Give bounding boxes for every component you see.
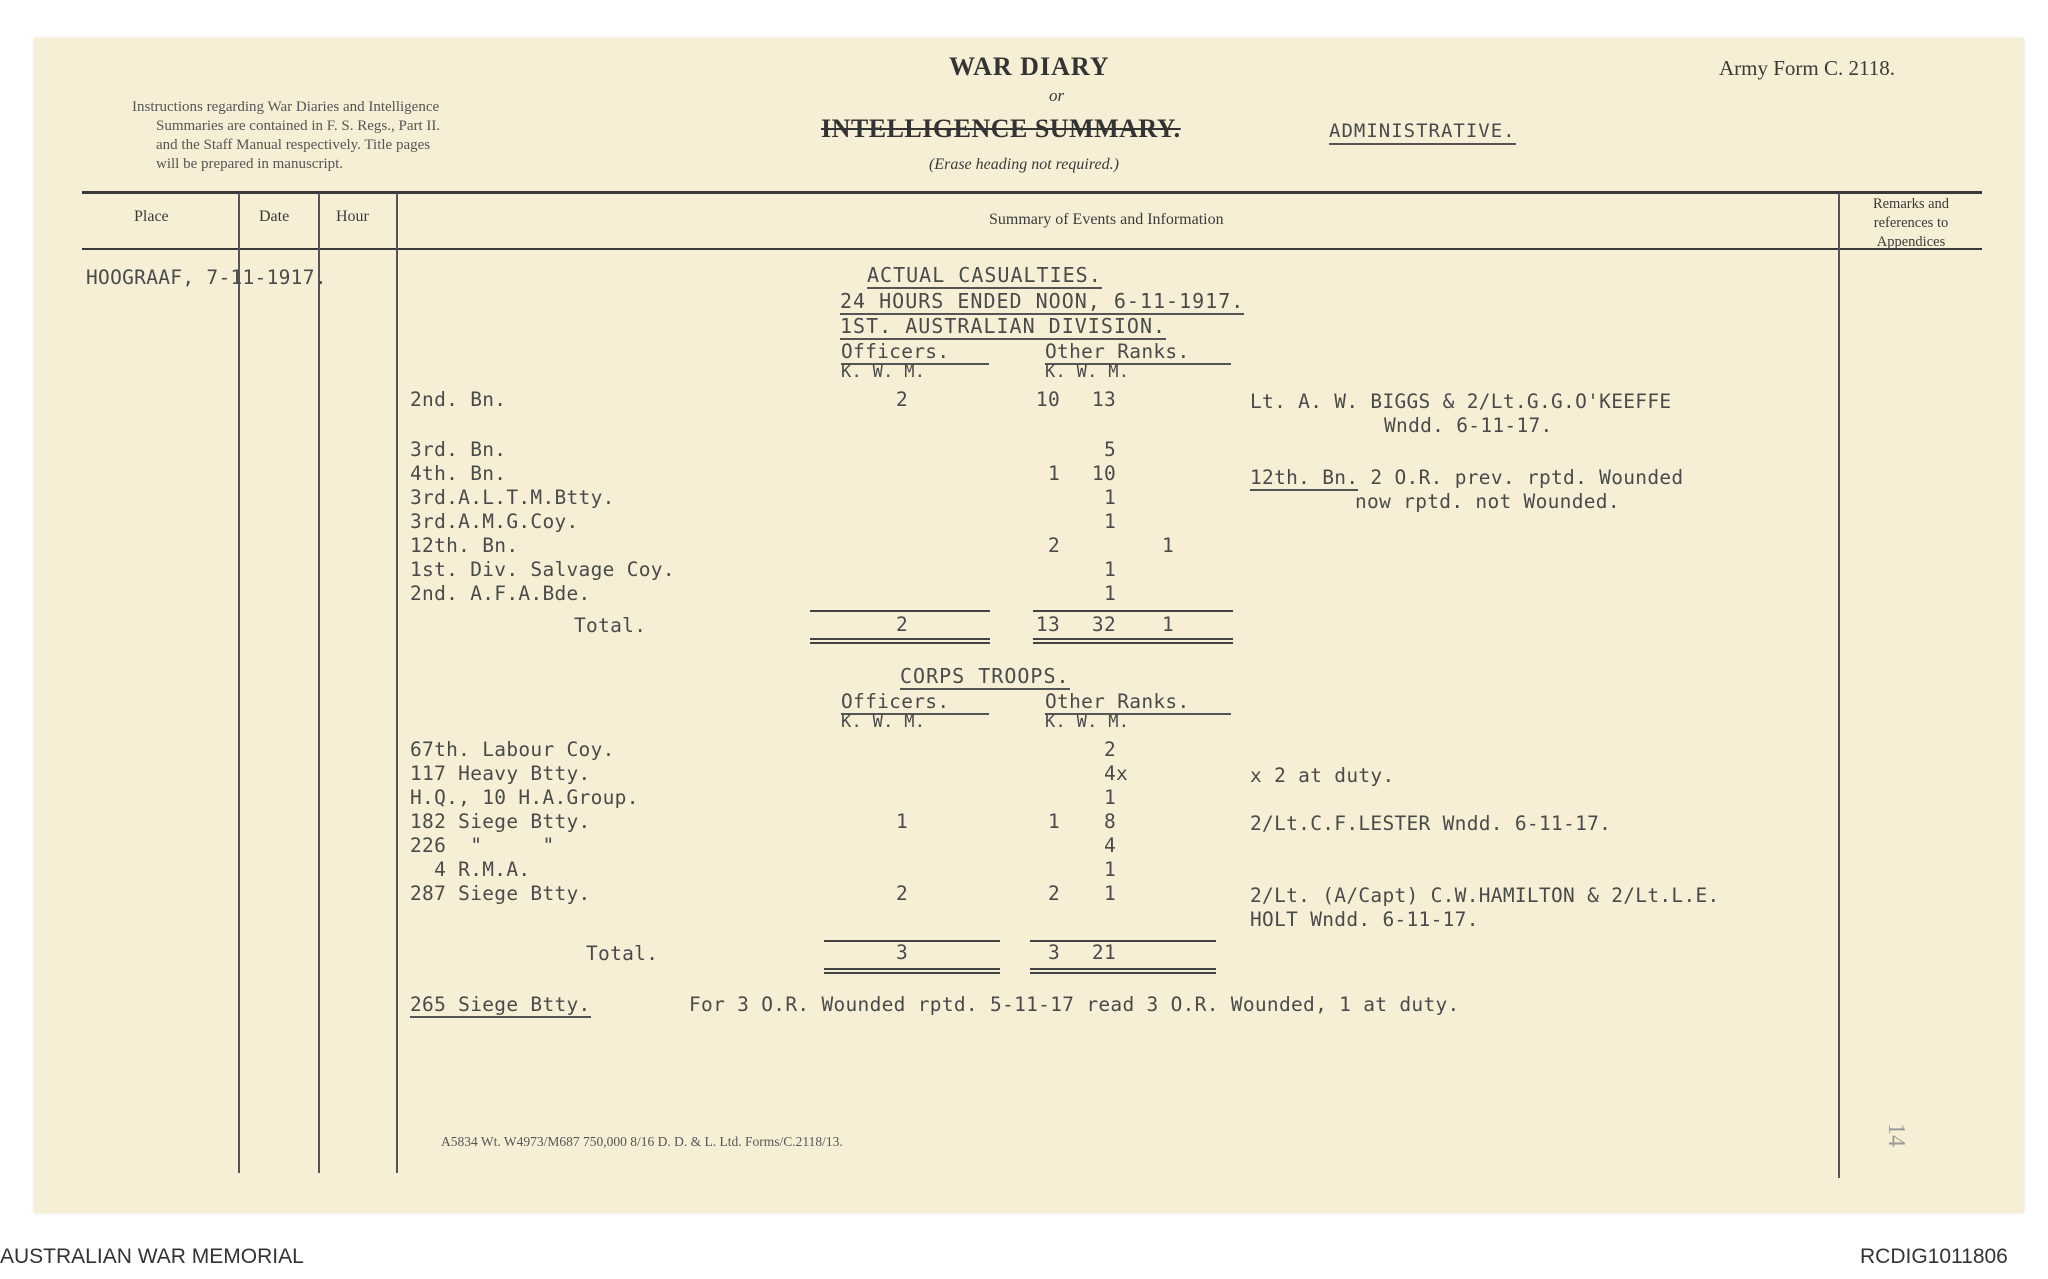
intelligence-summary-heading: INTELLIGENCE SUMMARY. [821, 114, 1181, 143]
other-ranks-killed: 2 [1047, 534, 1060, 557]
unit-name: 12th. Bn. [410, 534, 519, 557]
instructions-line: will be prepared in manuscript. [156, 156, 344, 172]
remark-hamilton: 2/Lt. (A/Capt) C.W.HAMILTON & 2/Lt.L.E. [1250, 884, 1720, 907]
officers-kwm: K. W. M. [841, 362, 926, 382]
officers-wounded: 2 [896, 388, 909, 411]
total-top-rule [810, 610, 990, 612]
page-number: 14 [1883, 1123, 1909, 1147]
col-divider-hour [396, 193, 398, 1173]
corps-other-ranks-kwm: K. W. M. [1045, 712, 1130, 732]
instructions [132, 98, 440, 174]
corps-troops-heading: CORPS TROOPS. [900, 664, 1070, 688]
corps-total-bottom-rule [824, 968, 1000, 970]
unit-name: 2nd. A.F.A.Bde. [410, 582, 591, 605]
total-other-ranks-wounded: 32 [1091, 613, 1116, 636]
unit-name: 3rd.A.M.G.Coy. [410, 510, 579, 533]
corps-total-label: Total. [586, 942, 659, 965]
casualties-heading: ACTUAL CASUALTIES. [867, 263, 1102, 287]
total-officers-wounded: 2 [896, 613, 909, 636]
unit-name: 226 " " [410, 834, 555, 857]
corps-other-ranks-label: Other Ranks. [1045, 690, 1231, 715]
corps-total-officers-wounded: 3 [896, 941, 909, 964]
col-header-remarks [1846, 195, 1976, 252]
diary-sheet [34, 38, 2024, 1213]
remarks-header-line: Remarks and [1872, 196, 1950, 212]
other-ranks-wounded: 1 [1103, 786, 1116, 809]
instructions-line: Summaries are contained in F. S. Regs., Part II. [156, 118, 441, 134]
col-header-summary: Summary of Events and Information [989, 211, 1224, 228]
other-ranks-wounded: 1 [1103, 510, 1116, 533]
other-ranks-wounded: 8 [1103, 810, 1116, 833]
other-ranks-killed: 1 [1047, 810, 1060, 833]
total-bottom-rule [1033, 642, 1233, 644]
corps-total-other-ranks-killed: 3 [1047, 941, 1060, 964]
unit-name: 3rd. Bn. [410, 438, 507, 461]
remark-lester: 2/Lt.C.F.LESTER Wndd. 6-11-17. [1250, 812, 1612, 835]
officers-wounded: 1 [896, 810, 909, 833]
total-bottom-rule [810, 642, 990, 644]
unit-name: 67th. Labour Coy. [410, 738, 615, 761]
officers-label: Officers. [841, 340, 989, 365]
remark-holt: HOLT Wndd. 6-11-17. [1250, 908, 1479, 931]
other-ranks-missing: 1 [1162, 534, 1175, 557]
other-ranks-wounded: 1 [1103, 582, 1116, 605]
unit-name: 4 R.M.A. [410, 858, 531, 881]
remark-biggs-wounded: Wndd. 6-11-17. [1384, 414, 1553, 437]
other-ranks-wounded: 4x [1104, 762, 1129, 785]
correction-text: For 3 O.R. Wounded rptd. 5-11-17 read 3 O.R. Wounded, 1 at duty. [689, 993, 1460, 1016]
printer-imprint-text: A5834 Wt. W4973/M687 750,000 8/16 D. D. & L. Ltd. Forms/C.2118/13. [441, 1134, 843, 1149]
col-divider-date [318, 193, 320, 1173]
col-header-hour: Hour [336, 208, 369, 225]
other-ranks-wounded: 1 [1103, 858, 1116, 881]
instructions-line: Instructions regarding War Diaries and Intelligence [132, 99, 440, 115]
corps-total-other-ranks-wounded: 21 [1091, 941, 1116, 964]
col-divider-remarks [1838, 193, 1840, 1178]
other-ranks-wounded: 1 [1103, 558, 1116, 581]
entry-place-date: HOOGRAAF, 7-11-1917. [86, 266, 327, 289]
unit-name: 1st. Div. Salvage Coy. [410, 558, 675, 581]
other-ranks-wounded: 5 [1103, 438, 1116, 461]
other-ranks-killed: 2 [1047, 882, 1060, 905]
remark-biggs: Lt. A. W. BIGGS & 2/Lt.G.G.O'KEEFFE [1250, 390, 1672, 413]
total-other-ranks-missing: 1 [1162, 613, 1175, 636]
corps-total-bottom-rule [824, 972, 1000, 974]
other-ranks-wounded: 1 [1103, 486, 1116, 509]
corps-total-bottom-rule [1030, 968, 1216, 970]
table-top-rule [82, 191, 1982, 194]
remark-12th-bn-unit: 12th. Bn. [1250, 466, 1359, 489]
remark-not-wounded: now rptd. not Wounded. [1355, 490, 1620, 513]
other-ranks-killed: 1 [1047, 462, 1060, 485]
division-heading: 1ST. AUSTRALIAN DIVISION. [840, 314, 1167, 338]
correction-unit: 265 Siege Btty. [410, 993, 591, 1016]
remarks-header-line: references to [1873, 215, 1949, 231]
diary-or: or [1049, 86, 1065, 105]
unit-name: 3rd.A.L.T.M.Btty. [410, 486, 615, 509]
corps-officers-kwm: K. W. M. [841, 712, 926, 732]
administrative-heading: ADMINISTRATIVE. [1329, 120, 1516, 145]
col-header-date: Date [259, 208, 290, 225]
corps-total-bottom-rule [1030, 972, 1216, 974]
period-heading: 24 HOURS ENDED NOON, 6-11-1917. [840, 289, 1245, 313]
other-ranks-wounded: 13 [1091, 388, 1116, 411]
other-ranks-killed: 10 [1035, 388, 1060, 411]
other-ranks-wounded: 10 [1091, 462, 1116, 485]
other-ranks-wounded: 2 [1103, 738, 1116, 761]
other-ranks-wounded: 1 [1103, 882, 1116, 905]
officers-wounded: 2 [896, 882, 909, 905]
footer-institution: AUSTRALIAN WAR MEMORIAL [0, 1245, 304, 1268]
total-top-rule [1033, 610, 1233, 612]
remark-12th-bn [1250, 466, 1683, 489]
other-ranks-label: Other Ranks. [1045, 340, 1231, 365]
corps-total-top-rule [824, 940, 1000, 942]
remark-at-duty: x 2 at duty. [1250, 764, 1395, 787]
other-ranks-kwm: K. W. M. [1045, 362, 1130, 382]
remarks-header-line: Appendices [1876, 234, 1946, 250]
total-other-ranks-killed: 13 [1035, 613, 1060, 636]
instructions-line: and the Staff Manual respectively. Title pages [156, 137, 431, 153]
corps-officers-label: Officers. [841, 690, 989, 715]
total-bottom-rule [1033, 638, 1233, 640]
other-ranks-wounded: 4 [1103, 834, 1116, 857]
remark-12th-bn-text: 2 O.R. prev. rptd. Wounded [1358, 466, 1684, 489]
header-bottom-rule [82, 248, 1982, 250]
total-bottom-rule [810, 638, 990, 640]
diary-title: WAR DIARY [949, 52, 1110, 81]
army-form-number: Army Form C. 2118. [1719, 56, 1895, 80]
erase-note: (Erase heading not required.) [929, 156, 1119, 173]
col-header-place: Place [134, 208, 169, 225]
total-label: Total. [574, 614, 647, 637]
unit-name: 2nd. Bn. [410, 388, 507, 411]
unit-name: 117 Heavy Btty. [410, 762, 591, 785]
footer-catalogue-id: RCDIG1011806 [1860, 1245, 2008, 1268]
unit-name: 4th. Bn. [410, 462, 507, 485]
col-divider-place [238, 193, 240, 1173]
unit-name: 182 Siege Btty. [410, 810, 591, 833]
unit-name: H.Q., 10 H.A.Group. [410, 786, 639, 809]
unit-name: 287 Siege Btty. [410, 882, 591, 905]
